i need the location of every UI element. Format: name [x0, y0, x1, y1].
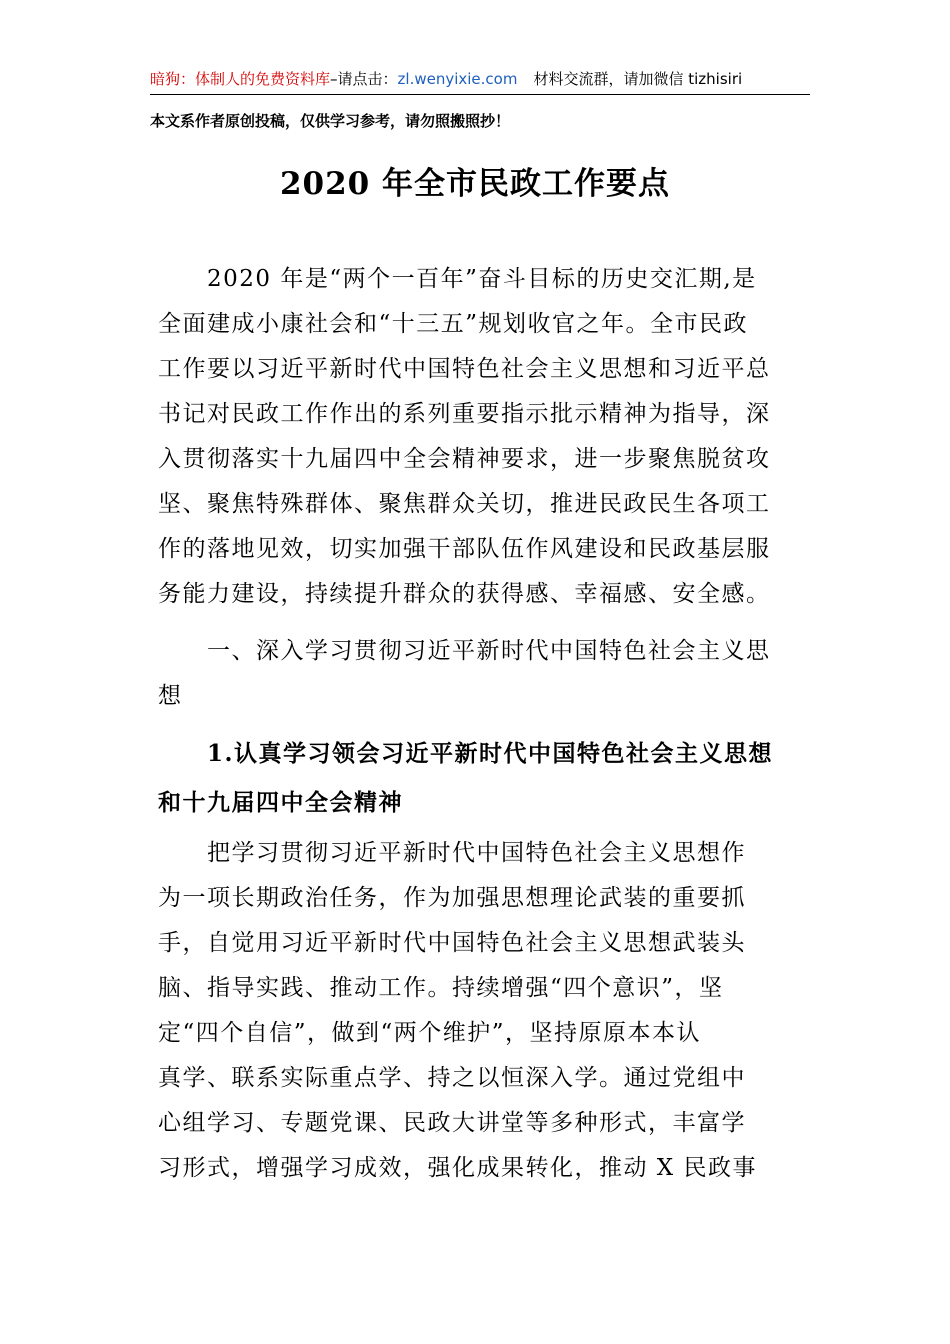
intro-line: 工作要以习近平新时代中国特色社会主义思想和习近平总: [158, 356, 771, 382]
body-line: 把学习贯彻习近平新时代中国特色社会主义思想作: [207, 840, 746, 866]
body-line: 脑、指导实践、推动工作。持续增强“四个意识”，坚: [158, 975, 724, 1001]
copyright-notice: 本文系作者原创投稿，仅供学习参考，请勿照搬照抄！: [150, 112, 511, 130]
header-link[interactable]: zl.wenyixie.com: [397, 70, 518, 88]
intro-line: 全面建成小康社会和“十三五”规划收官之年。全市民政: [158, 311, 749, 337]
body-line: 心组学习、专题党课、民政大讲堂等多种形式，丰富学: [158, 1110, 746, 1136]
intro-line: 书记对民政工作作出的系列重要指示批示精神为指导，深: [158, 401, 771, 427]
header-cta: –请点击：: [330, 70, 398, 88]
body-line: 手，自觉用习近平新时代中国特色社会主义思想武装头: [158, 930, 746, 956]
subsection-heading: 和十九届四中全会精神: [158, 789, 403, 816]
body-line: 真学、联系实际重点学、持之以恒深入学。通过党组中: [158, 1065, 746, 1091]
intro-line: 2020 年是“两个一百年”奋斗目标的历史交汇期,是: [207, 266, 757, 292]
intro-line: 坚、聚焦特殊群体、聚焦群众关切，推进民政民生各项工: [158, 491, 771, 517]
intro-line: 务能力建设，持续提升群众的获得感、幸福感、安全感。: [158, 581, 771, 607]
section-heading: 一、深入学习贯彻习近平新时代中国特色社会主义思: [207, 638, 771, 664]
header-brand: 暗狗：体制人的免费资料库: [150, 70, 331, 88]
header-group-info: 材料交流群，请加微信 tizhisiri: [533, 70, 743, 88]
body-line: 定“四个自信”，做到“两个维护”，坚持原原本本认: [158, 1020, 702, 1046]
document-title: 2020 年全市民政工作要点: [279, 166, 671, 202]
body-line: 习形式，增强学习成效，强化成果转化，推动 X 民政事: [158, 1155, 757, 1181]
body-line: 为一项长期政治任务，作为加强思想理论武装的重要抓: [158, 885, 746, 911]
subsection-heading: 1.认真学习领会习近平新时代中国特色社会主义思想: [207, 740, 774, 767]
source-header: [150, 68, 810, 95]
intro-line: 入贯彻落实十九届四中全会精神要求，进一步聚焦脱贫攻: [158, 446, 771, 472]
intro-line: 作的落地见效，切实加强干部队伍作风建设和民政基层服: [158, 536, 771, 562]
section-heading: 想: [158, 683, 183, 709]
